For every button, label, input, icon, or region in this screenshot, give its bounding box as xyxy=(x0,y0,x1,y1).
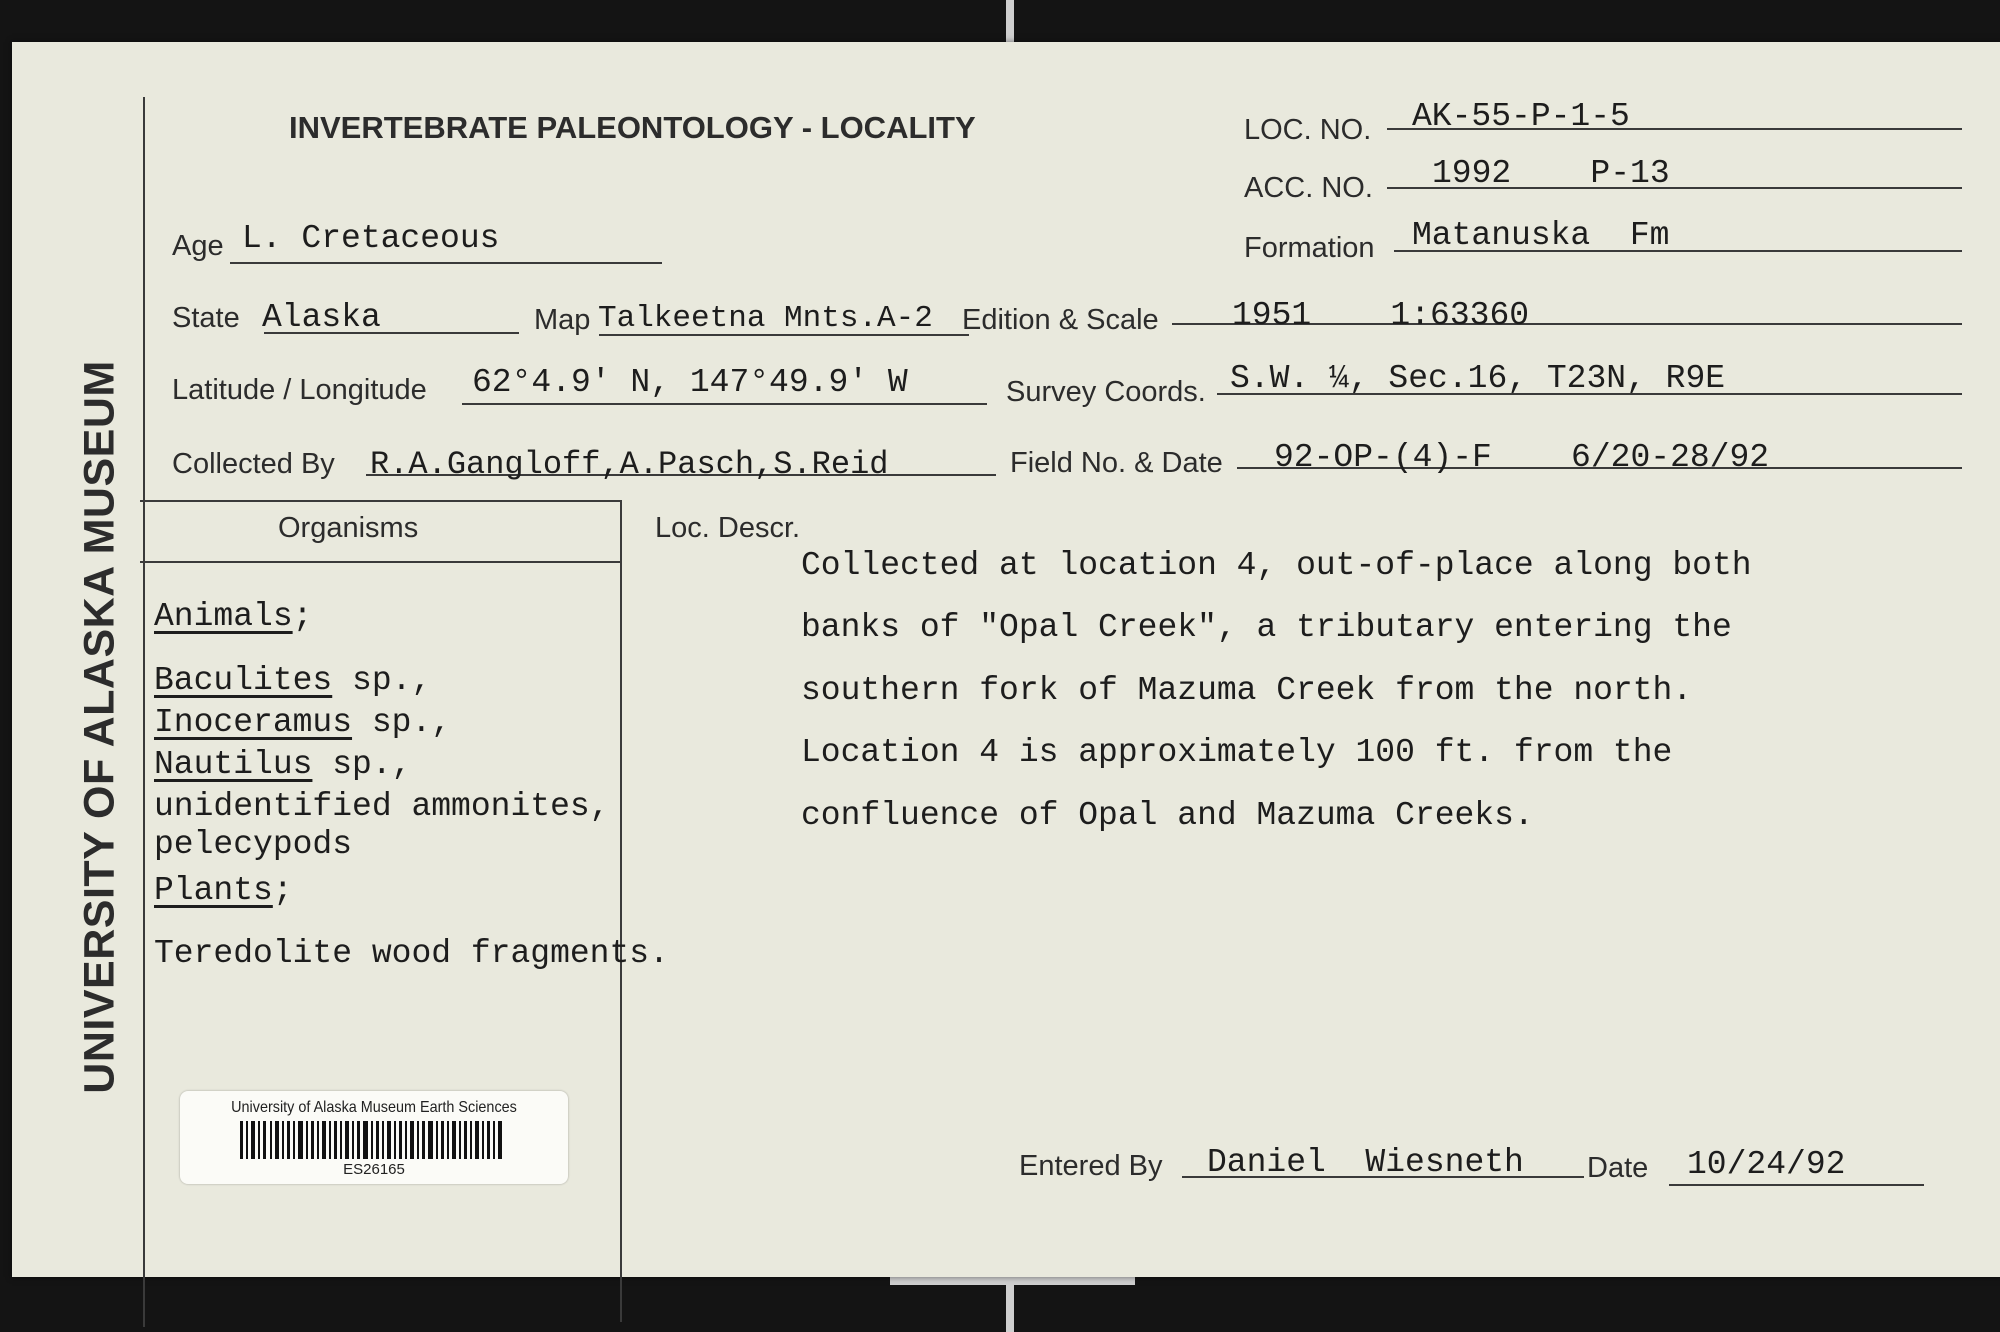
acc-no-value: 1992 P-13 xyxy=(1432,155,1670,192)
plants-text: Teredolite wood fragments. xyxy=(154,935,669,972)
taxon-row xyxy=(154,746,411,783)
animals-heading xyxy=(154,598,312,635)
loc-descr-line: confluence of Opal and Mazuma Creeks. xyxy=(801,797,1534,834)
loc-no-value: AK-55-P-1-5 xyxy=(1412,98,1630,135)
entered-by-label: Entered By xyxy=(1019,1150,1163,1182)
side-title: UNIVERSITY OF ALASKA MUSEUM xyxy=(75,360,124,1094)
barcode-icon xyxy=(240,1121,502,1159)
acc-no-label: ACC. NO. xyxy=(1244,172,1373,204)
lat-long-label: Latitude / Longitude xyxy=(172,374,427,406)
age-label: Age xyxy=(172,230,224,262)
entered-by-value: Daniel Wiesneth xyxy=(1207,1144,1524,1181)
taxon-name: Baculites xyxy=(154,662,333,699)
taxon-suffix: sp., xyxy=(312,746,412,783)
other-organisms-line: pelecypods xyxy=(154,826,353,863)
state-value: Alaska xyxy=(262,299,381,336)
other-organisms-line: unidentified ammonites, xyxy=(154,788,610,825)
age-line xyxy=(230,262,662,264)
loc-descr-line: Location 4 is approximately 100 ft. from the xyxy=(801,734,1673,771)
lat-long-line xyxy=(462,403,987,405)
card-header: INVERTEBRATE PALEONTOLOGY - LOCALITY xyxy=(289,110,976,145)
taxon-suffix: sp., xyxy=(332,662,432,699)
date-label: Date xyxy=(1587,1152,1649,1184)
plants-punct: ; xyxy=(272,872,293,909)
taxon-row xyxy=(154,662,431,699)
date-line xyxy=(1669,1184,1924,1186)
survey-coords-label: Survey Coords. xyxy=(1006,376,1206,408)
locality-card xyxy=(12,42,2000,1277)
taxon-name: Inoceramus xyxy=(154,704,353,741)
age-value: L. Cretaceous xyxy=(242,220,500,257)
loc-descr-line: southern fork of Mazuma Creek from the north. xyxy=(801,672,1693,709)
state-label: State xyxy=(172,302,240,334)
collected-by-value: R.A.Gangloff,A.Pasch,S.Reid xyxy=(370,446,889,483)
plants-heading xyxy=(154,872,293,909)
taxon-name: Nautilus xyxy=(154,746,313,783)
survey-coords-value: S.W. ¼, Sec.16, T23N, R9E xyxy=(1230,360,1726,397)
loc-descr-line: Collected at location 4, out-of-place along both xyxy=(801,547,1752,584)
formation-label: Formation xyxy=(1244,232,1375,264)
formation-value: Matanuska Fm xyxy=(1412,217,1670,254)
lat-long-value: 62°4.9' N, 147°49.9' W xyxy=(472,364,908,401)
field-no-date-label: Field No. & Date xyxy=(1010,447,1223,479)
bottom-board-marker-horizontal xyxy=(890,1277,1135,1285)
plants-label: Plants xyxy=(154,872,273,909)
animals-label: Animals xyxy=(154,598,293,635)
date-value: 10/24/92 xyxy=(1687,1146,1846,1183)
map-value: Talkeetna Mnts.A-2 xyxy=(598,301,933,336)
map-label: Map xyxy=(534,304,591,336)
field-no-date-value: 92-OP-(4)-F 6/20-28/92 xyxy=(1274,439,1770,476)
loc-no-label: LOC. NO. xyxy=(1244,114,1372,146)
animals-punct: ; xyxy=(292,598,313,635)
barcode-institution: University of Alaska Museum Earth Sciences xyxy=(231,1099,517,1116)
loc-descr-line: banks of "Opal Creek", a tributary entering the xyxy=(801,609,1732,646)
barcode-number: ES26165 xyxy=(343,1161,405,1178)
organisms-header-rule xyxy=(140,561,622,563)
collected-by-label: Collected By xyxy=(172,448,335,480)
loc-descr-label: Loc. Descr. xyxy=(655,512,801,544)
barcode-label xyxy=(180,1091,568,1184)
organisms-header: Organisms xyxy=(278,512,419,544)
edition-scale-value: 1951 1:63360 xyxy=(1232,297,1530,334)
edition-scale-label: Edition & Scale xyxy=(962,304,1159,336)
taxon-row xyxy=(154,704,451,741)
taxon-suffix: sp., xyxy=(352,704,452,741)
